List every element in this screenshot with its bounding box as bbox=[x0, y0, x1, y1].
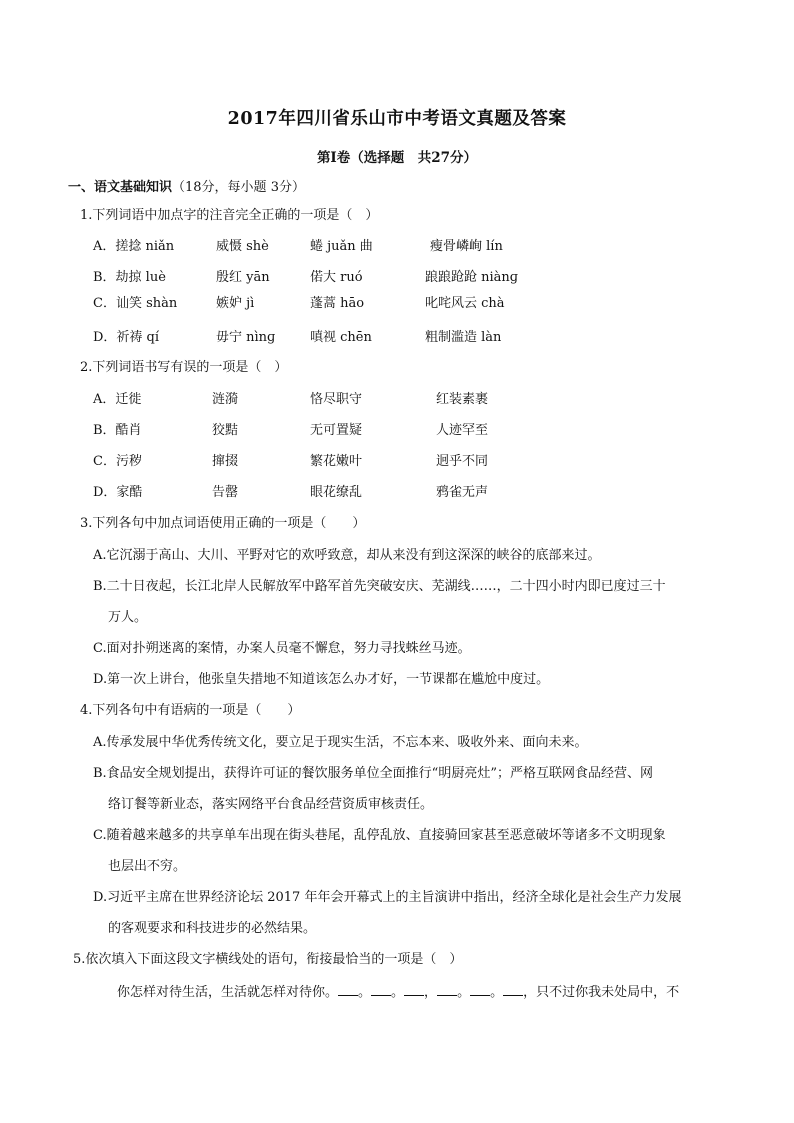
q3-option-c: C.面对扑朔迷离的案情，办案人员毫不懈怠，努力寻找蛛丝马迹。 bbox=[93, 641, 471, 656]
q4-option-a: A.传承发展中华优秀传统文化，要立足于现实生活，不忘本来、吸收外来、面向未来。 bbox=[93, 735, 588, 750]
question-3-stem: 3.下列各句中加点词语使用正确的一项是（ ） bbox=[80, 516, 366, 531]
q3-option-a: A.它沉溺于高山、大川、平野对它的欢呼致意，却从来没有到这深深的峡谷的底部来过。 bbox=[93, 548, 601, 563]
q1-option-c-1: C．讪笑 shàn bbox=[93, 296, 178, 311]
q2-option-b-4: 人迹罕至 bbox=[436, 423, 489, 438]
q1-option-a-3: 蜷 juǎn 曲 bbox=[310, 239, 373, 254]
q1-option-b-1: B．劫掠 luè bbox=[93, 270, 166, 285]
q2-option-b-3: 无可置疑 bbox=[310, 423, 363, 438]
q5-punct-4: 。 bbox=[457, 985, 471, 1000]
q2-option-d-4: 鸦雀无声 bbox=[436, 485, 489, 500]
q5-punct-1: 。 bbox=[358, 985, 372, 1000]
q4-option-c-line-1: C.随着越来越多的共享单车出现在街头巷尾，乱停乱放、直接骑回家甚至恶意破坏等诸多不文明现象 bbox=[93, 828, 666, 843]
q1-option-b-2: 殷红 yān bbox=[216, 270, 270, 285]
q1-option-a-4: 瘦骨嶙峋 lín bbox=[430, 239, 503, 254]
q2-option-c-1: C．污秽 bbox=[93, 454, 142, 469]
q3-option-b-line-2: 万人。 bbox=[108, 610, 148, 625]
blank-1 bbox=[338, 984, 358, 996]
q2-option-a-3: 恪尽职守 bbox=[310, 392, 363, 407]
q4-option-b-line-2: 络订餐等新业态，落实网络平台食品经营资质审核责任。 bbox=[108, 797, 434, 812]
q1-option-a-2: 威慑 shè bbox=[216, 239, 269, 254]
q1-option-b-3: 偌大 ruó bbox=[310, 270, 363, 285]
blank-4 bbox=[437, 984, 457, 996]
q1-option-c-4: 叱咤风云 chà bbox=[425, 296, 505, 311]
question-1-stem: 1.下列词语中加点字的注音完全正确的一项是（ ） bbox=[80, 208, 379, 223]
q5-passage-start: 你怎样对待生活，生活就怎样对待你。 bbox=[117, 985, 339, 1000]
q2-option-d-1: D．家酷 bbox=[93, 485, 143, 500]
q1-option-d-2: 毋宁 nìnɡ bbox=[216, 330, 276, 345]
q2-option-b-2: 狡黠 bbox=[212, 423, 239, 438]
q2-option-d-3: 眼花缭乱 bbox=[310, 485, 363, 500]
q2-option-b-1: B．酷肖 bbox=[93, 423, 142, 438]
q4-option-d-line-2: 的客观要求和科技进步的必然结果。 bbox=[108, 921, 317, 936]
q4-option-c-line-2: 也层出不穷。 bbox=[108, 859, 187, 874]
q2-option-c-4: 迥乎不同 bbox=[436, 454, 489, 469]
q1-option-b-4: 踉踉跄跄 niànɡ bbox=[425, 270, 519, 285]
part-subtitle: 第Ⅰ卷（选择题 共27分） bbox=[316, 150, 478, 166]
q4-option-b-line-1: B.食品安全规划提出，获得许可证的餐饮服务单位全面推行“明厨亮灶”；严格互联网食品经营、网 bbox=[93, 766, 653, 781]
blank-5 bbox=[470, 984, 490, 996]
q5-punct-2: 。 bbox=[391, 985, 405, 1000]
q2-option-d-2: 告罄 bbox=[212, 485, 239, 500]
q3-option-b-line-1: B.二十日夜起，长江北岸人民解放军中路军首先突破安庆、芜湖线……，二十四小时内即已度过三十 bbox=[93, 579, 666, 594]
section-title: 一、语文基础知识 bbox=[68, 180, 173, 195]
question-2-stem: 2.下列词语书写有误的一项是（ ） bbox=[80, 360, 288, 375]
q2-option-a-2: 涟漪 bbox=[212, 392, 239, 407]
q1-option-d-1: D．祈祷 qí bbox=[93, 330, 160, 345]
q1-option-d-3: 嗔视 chēn bbox=[310, 330, 372, 345]
question-5-stem: 5.依次填入下面这段文字横线处的语句，衔接最恰当的一项是（ ） bbox=[73, 952, 463, 967]
q2-option-c-3: 繁花嫩叶 bbox=[310, 454, 363, 469]
q1-option-c-3: 蓬蒿 hāo bbox=[310, 296, 365, 311]
q5-punct-5: 。 bbox=[490, 985, 504, 1000]
q1-option-d-4: 粗制滥造 làn bbox=[425, 330, 502, 345]
blank-6 bbox=[503, 984, 523, 996]
q2-option-a-4: 红装素裹 bbox=[436, 392, 489, 407]
q1-option-a-1: A．搓捻 niǎn bbox=[93, 239, 175, 254]
blank-2 bbox=[371, 984, 391, 996]
q5-passage-end: ，只不过你我未处局中，不 bbox=[523, 985, 680, 1000]
q1-option-c-2: 嫉妒 jì bbox=[216, 296, 255, 311]
section-note: （18分，每小题 3分） bbox=[172, 180, 305, 195]
q5-punct-3: ， bbox=[424, 985, 438, 1000]
blank-3 bbox=[404, 984, 424, 996]
document-title: 2017年四川省乐山市中考语文真题及答案 bbox=[227, 109, 567, 129]
q2-option-c-2: 撺掇 bbox=[212, 454, 239, 469]
question-4-stem: 4.下列各句中有语病的一项是（ ） bbox=[80, 703, 301, 718]
q2-option-a-1: A．迁徙 bbox=[93, 392, 142, 407]
section-heading bbox=[68, 176, 305, 195]
q3-option-d: D.第一次上讲台，他张皇失措地不知道该怎么办才好，一节课都在尴尬中度过。 bbox=[93, 672, 550, 687]
q5-passage bbox=[117, 984, 679, 1002]
q4-option-d-line-1: D.习近平主席在世界经济论坛 2017 年年会开幕式上的主旨演讲中指出，经济全球化是社会生产力发展 bbox=[93, 890, 682, 905]
